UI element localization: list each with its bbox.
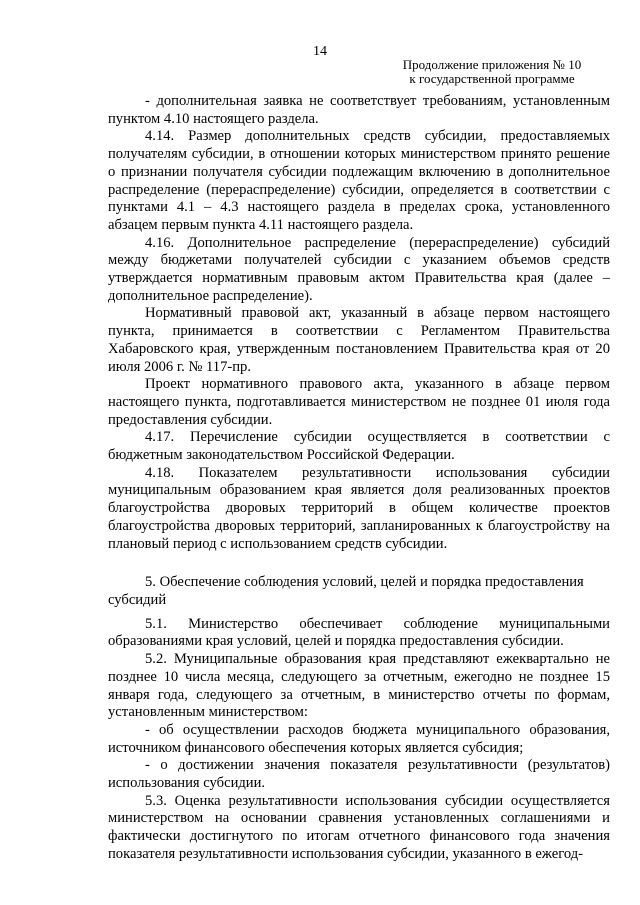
page-number: 14 (313, 44, 327, 59)
paragraph-5-1: 5.1. Министерство обеспечивает соблюдение муниципальными образованиями края условий, целей и порядка предоставления субсидии. (108, 615, 610, 650)
paragraph-draft-act: Проект нормативного правового акта, указанного в абзаце первом настоящего пункта, подготавливается министерством не позднее 01 июля года предоставления субсидии. (108, 376, 610, 428)
paragraph-4-18: 4.18. Показателем результативности использования субсидии муниципальным образованием края является доля реализованных проектов благоустройства дворовых территорий в общем количестве проектов благоустройства дворовых территорий, запланированных к благоустройству на плановый период с использованием средств субсидии. (108, 464, 610, 552)
paragraph-additional-application: - дополнительная заявка не соответствует требованиям, установленным пунктом 4.10 настоящего раздела. (108, 93, 610, 127)
paragraph-report-expenses: - об осуществлении расходов бюджета муниципального образования, источником финансового обеспечения которых является субсидия; (108, 721, 610, 756)
appendix-header (372, 58, 612, 86)
paragraph-report-results: - о достижении значения показателя результативности (результатов) использования субсидии. (108, 757, 610, 792)
document-body (108, 93, 610, 864)
appendix-header-line1: Продолжение приложения № 10 (402, 57, 582, 72)
section-5-title: 5. Обеспечение соблюдения условий, целей и порядка предоставления субсидий (108, 574, 584, 608)
appendix-header-line2: к государственной программе (409, 71, 575, 86)
paragraph-4-16: 4.16. Дополнительное распределение (перераспределение) субсидий между бюджетами получателей субсидии с указанием объемов средств утверждается нормативным правовым актом Правительства края (далее – дополнительное распределение). (108, 234, 610, 304)
paragraph-normative-act: Нормативный правовой акт, указанный в абзаце первом настоящего пункта, принимается в соответствии с Регламентом Правительства Хабаровского края, утвержденным постановлением Правительства края от 20 июля 2006 г. № 117-пр. (108, 305, 610, 375)
paragraph-5-2: 5.2. Муниципальные образования края представляют ежеквартально не позднее 10 числа месяца, следующего за отчетным, ежегодно не позднее 15 января года, следующего за отчетным, в министерство отчеты по формам, установленным министерством: (108, 651, 610, 721)
paragraph-5-3: 5.3. Оценка результативности использования субсидии осуществляется министерством на основании сравнения установленных соглашениями и фактически достигнутого по итогам отчетного финансового года значения показателя результативности использования субсидии, указанного в ежегод- (108, 792, 610, 862)
paragraph-4-17: 4.17. Перечисление субсидии осуществляется в соответствии с бюджетным законодательством Российской Федерации. (108, 429, 610, 464)
paragraph-4-14: 4.14. Размер дополнительных средств субсидии, предоставляемых получателям субсидии, в отношении которых министерством принято решение о признании получателя субсидии подлежащим включению в дополнительное распределение (перераспределение) субсидии, определяется в соответствии с пунктами 4.1 – 4.3 настоящего раздела в пределах срока, установленного абзацем первым пункта 4.11 настоящего раздела. (108, 128, 610, 233)
